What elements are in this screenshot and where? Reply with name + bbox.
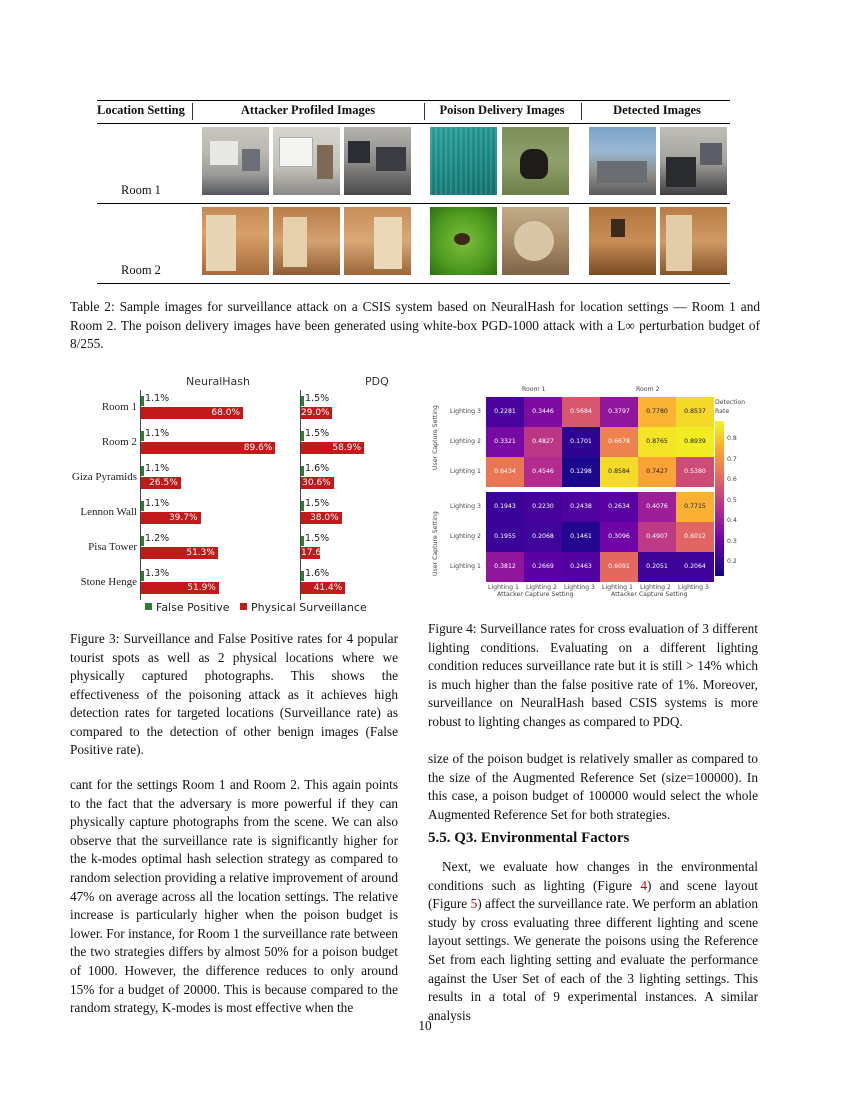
false-positive-label: 1.1% bbox=[145, 463, 170, 474]
figure-4-link[interactable]: 4 bbox=[640, 877, 647, 893]
page-number: 10 bbox=[418, 1018, 432, 1033]
false-positive-bar bbox=[141, 536, 144, 546]
legend-swatch-red bbox=[240, 603, 247, 610]
false-positive-bar bbox=[301, 501, 304, 511]
table-caption bbox=[70, 298, 760, 354]
table-header-divider bbox=[581, 103, 582, 120]
colorbar bbox=[715, 421, 724, 576]
heatmap-cell: 0.2051 bbox=[638, 552, 676, 582]
table-header-divider bbox=[192, 103, 193, 120]
heatmap-cell: 0.2634 bbox=[600, 492, 638, 522]
colorbar-tick: 0.8 bbox=[727, 435, 737, 442]
heatmap-cell: 0.3812 bbox=[486, 552, 524, 582]
detected-image bbox=[589, 127, 656, 195]
paragraph-text: ) and scene layout (Figure bbox=[428, 877, 758, 912]
table-header-divider bbox=[424, 103, 425, 120]
heatmap-cell: 0.8584 bbox=[600, 457, 638, 487]
false-positive-bar bbox=[301, 536, 304, 546]
detected-image bbox=[660, 207, 727, 275]
false-positive-label: 1.5% bbox=[305, 498, 330, 509]
heatmap-cell: 0.7427 bbox=[638, 457, 676, 487]
heatmap-row-label: Lighting 1 bbox=[450, 563, 481, 570]
poison-image bbox=[430, 207, 497, 275]
heatmap-col-title: Room 1 bbox=[522, 386, 546, 393]
figure-caption-label: Figure 4: bbox=[428, 621, 477, 636]
heatmap-cell: 0.6434 bbox=[486, 457, 524, 487]
surveillance-label: 39.7% bbox=[168, 513, 198, 523]
table-bottom-rule bbox=[97, 283, 730, 284]
heatmap-cell: 0.6678 bbox=[600, 427, 638, 457]
table-header-rule bbox=[97, 123, 730, 124]
heatmap-cell: 0.4827 bbox=[524, 427, 562, 457]
chart-category-label: Room 1 bbox=[101, 401, 137, 413]
figure-4-heatmap bbox=[420, 380, 760, 605]
heatmap-cell: 0.1955 bbox=[486, 522, 524, 552]
false-positive-label: 1.1% bbox=[145, 393, 170, 404]
false-positive-label: 1.1% bbox=[145, 428, 170, 439]
colorbar-tick: 0.7 bbox=[727, 455, 737, 463]
heatmap-col-label: Lighting 3 bbox=[564, 584, 595, 591]
heatmap-cell: 0.1461 bbox=[562, 522, 600, 552]
detected-image bbox=[660, 127, 727, 195]
heatmap-cell: 0.6012 bbox=[676, 522, 714, 552]
poison-image bbox=[502, 207, 569, 275]
heatmap-col-label: Lighting 1 bbox=[488, 584, 519, 591]
heatmap-col-label: Lighting 1 bbox=[602, 584, 633, 591]
attacker-image bbox=[344, 127, 411, 195]
surveillance-label: 58.9% bbox=[332, 443, 362, 453]
surveillance-label: 29.0% bbox=[301, 408, 330, 418]
paragraph-text: ) affect the surveillance rate. We perform an ablation study by cross evaluating three different lighting and scene layout settings. We generate the poisons using the Reference Set from each lighting setting and evaluate the performance against the User Set of each of the 3 lighting settings. This results in a total of 9 experimental instances. A similar analysis bbox=[428, 896, 759, 1023]
false-positive-bar bbox=[141, 396, 144, 406]
chart-axis bbox=[140, 390, 141, 600]
colorbar-tick: 0.4 bbox=[727, 517, 737, 524]
figure-4-caption bbox=[428, 620, 758, 731]
table-top-rule bbox=[97, 100, 730, 101]
table-header-attacker: Attacker Profiled Images bbox=[240, 103, 376, 117]
chart-category-label: Pisa Tower bbox=[88, 541, 137, 553]
table-header-location: Location Setting bbox=[97, 103, 185, 117]
table-caption-text: Sample images for surveillance attack on a CSIS system based on NeuralHash for location settings — Room 1 and Room 2. The poison delivery images have been generated using white-box PGD-1000 attack with a L∞ perturbation budget of 8/255. bbox=[70, 299, 760, 351]
heatmap-cell: 0.6091 bbox=[600, 552, 638, 582]
heatmap-cell: 0.2463 bbox=[562, 552, 600, 582]
heatmap-cell: 0.4907 bbox=[638, 522, 676, 552]
attacker-image bbox=[344, 207, 411, 275]
surveillance-label: 51.9% bbox=[187, 583, 216, 593]
false-positive-label: 1.6% bbox=[305, 568, 330, 579]
heatmap-row-label: Lighting 3 bbox=[450, 408, 481, 415]
heatmap-cell: 0.3321 bbox=[486, 427, 524, 457]
body-right-paragraph bbox=[428, 858, 758, 1025]
heatmap-xlabel: Attacker Capture Setting bbox=[497, 591, 574, 598]
figure-3-chart bbox=[0, 370, 410, 620]
false-positive-label: 1.5% bbox=[305, 393, 330, 404]
heatmap-row-label: Lighting 3 bbox=[450, 503, 481, 510]
heatmap-row-label: Lighting 1 bbox=[450, 468, 481, 475]
heatmap-cell: 0.5684 bbox=[562, 397, 600, 427]
section-heading: 5.5. Q3. Environmental Factors bbox=[428, 830, 630, 846]
heatmap-cell: 0.3096 bbox=[600, 522, 638, 552]
false-positive-bar bbox=[301, 431, 304, 441]
table-row-label: Room 2 bbox=[121, 263, 161, 277]
colorbar-title: Detection Rate bbox=[715, 399, 746, 415]
surveillance-label: 17.6% bbox=[301, 548, 330, 558]
heatmap-cell: 0.8537 bbox=[676, 397, 714, 427]
false-positive-bar bbox=[141, 466, 144, 476]
table-caption-label: Table 2: bbox=[70, 299, 115, 314]
false-positive-bar bbox=[141, 501, 144, 511]
figure-5-link[interactable]: 5 bbox=[470, 896, 478, 912]
heatmap-cell: 0.2064 bbox=[676, 552, 714, 582]
surveillance-label: 89.6% bbox=[243, 443, 273, 453]
attacker-image bbox=[202, 127, 269, 195]
heatmap-cell: 0.1298 bbox=[562, 457, 600, 487]
colorbar-tick: 0.3 bbox=[727, 537, 737, 545]
heatmap-cell: 0.7715 bbox=[676, 492, 714, 522]
body-right-column-top: size of the poison budget is relatively smaller as compared to the size of the Augmented Reference Set (size=100000). In this case, a poison budget of 100000 would select the whole Augmented Reference Set for both strategies. bbox=[428, 751, 758, 822]
figure-caption-label: Figure 3: bbox=[70, 631, 120, 646]
false-positive-bar bbox=[141, 431, 144, 441]
colorbar-tick: 0.2 bbox=[727, 558, 737, 565]
heatmap-col-label: Lighting 2 bbox=[640, 584, 671, 591]
heatmap-col-title: Room 2 bbox=[636, 386, 660, 393]
heatmap-cell: 0.3446 bbox=[524, 397, 562, 427]
false-positive-label: 1.5% bbox=[305, 533, 330, 544]
table-header-poison: Poison Delivery Images bbox=[439, 103, 565, 117]
surveillance-label: 51.3% bbox=[186, 548, 215, 558]
chart-title-pdq: PDQ bbox=[365, 375, 389, 388]
false-positive-bar bbox=[141, 571, 144, 581]
heatmap-cell: 0.2281 bbox=[486, 397, 524, 427]
attacker-image bbox=[273, 127, 340, 195]
heatmap-cell: 0.2669 bbox=[524, 552, 562, 582]
false-positive-bar bbox=[301, 571, 304, 581]
heatmap-cell: 0.5380 bbox=[676, 457, 714, 487]
heatmap-col-label: Lighting 2 bbox=[526, 584, 557, 591]
figure-caption-text: Surveillance rates for cross evaluation of 3 different lighting conditions. Evaluating on a different lighting condition reduces surveillance rate but it is still > 14% which is much higher than the false positive rate of 1%. Moreover, surveillance on NeuralHash based CSIS systems is more robust to lighting changes as compared to PDQ. bbox=[428, 621, 758, 729]
heatmap-cell: 0.1701 bbox=[562, 427, 600, 457]
chart-category-label: Giza Pyramids bbox=[71, 471, 137, 483]
chart-category-label: Room 2 bbox=[101, 436, 137, 448]
surveillance-label: 30.6% bbox=[302, 478, 331, 488]
heatmap-ylabel: User Capture Setting bbox=[432, 511, 439, 576]
table-header-detected: Detected Images bbox=[613, 103, 701, 117]
false-positive-label: 1.1% bbox=[145, 498, 170, 509]
heatmap-cell: 0.8939 bbox=[676, 427, 714, 457]
heatmap-row-label: Lighting 2 bbox=[450, 438, 481, 445]
false-positive-label: 1.2% bbox=[145, 533, 170, 544]
heatmap-ylabel: User Capture Setting bbox=[432, 405, 439, 470]
poison-image bbox=[430, 127, 497, 195]
table-row-rule bbox=[97, 203, 730, 204]
heatmap-xlabel: Attacker Capture Setting bbox=[611, 591, 688, 598]
legend-swatch-green bbox=[145, 603, 152, 610]
figure-3-caption bbox=[70, 630, 398, 760]
figure-caption-text: Surveillance and False Positive rates for 4 popular tourist spots as well as 2 physical locations where we physically captured photographs. This shows the effectiveness of the poisoning attack as it achieves high detection rates for targeted locations (Surveillance rate) as compared to the detection of other benign images (False Positive rate). bbox=[70, 631, 399, 757]
colorbar-tick: 0.5 bbox=[727, 496, 737, 504]
attacker-image bbox=[273, 207, 340, 275]
body-left-column: cant for the settings Room 1 and Room 2. This again points to the fact that the adversary is more powerful if they can physically capture photographs from the scene. We can also observe that the surveillance rate is significantly higher for the k-modes optimal hash selection strategy as compared to random selection providing a relative improvement of around 47% on average across all the location settings. The relative increase is particularly higher when the poison budget is lower. For instance, for Room 1 the surveillance rate between the two strategies differs by almost 50% for a poison budget of 1000. However, the difference reduces to only around 15% for a budget of 20000. This is because compared to the random strategy, K-modes is most effective when the bbox=[70, 777, 398, 1016]
legend-label: Physical Surveillance bbox=[251, 601, 367, 614]
surveillance-label: 41.4% bbox=[313, 583, 343, 593]
detected-image bbox=[589, 207, 656, 275]
heatmap-cell: 0.7780 bbox=[638, 397, 676, 427]
false-positive-label: 1.6% bbox=[305, 463, 330, 474]
poison-image bbox=[502, 127, 569, 195]
chart-category-label: Lennon Wall bbox=[80, 506, 137, 518]
surveillance-label: 26.5% bbox=[149, 478, 178, 488]
false-positive-bar bbox=[301, 396, 304, 406]
heatmap-cell: 0.1943 bbox=[486, 492, 524, 522]
chart-axis bbox=[300, 390, 301, 600]
heatmap-row-label: Lighting 2 bbox=[450, 533, 481, 540]
chart-legend bbox=[145, 601, 367, 614]
heatmap-cell: 0.8765 bbox=[638, 427, 676, 457]
heatmap-cell: 0.2438 bbox=[562, 492, 600, 522]
false-positive-label: 1.5% bbox=[305, 428, 330, 439]
heatmap-cell: 0.4546 bbox=[524, 457, 562, 487]
heatmap-col-label: Lighting 3 bbox=[678, 584, 709, 591]
heatmap-cell: 0.2068 bbox=[524, 522, 562, 552]
chart-title-neuralhash: NeuralHash bbox=[186, 375, 251, 388]
table-row-label: Room 1 bbox=[121, 183, 161, 197]
false-positive-label: 1.3% bbox=[145, 568, 170, 579]
false-positive-bar bbox=[301, 466, 304, 476]
heatmap-cell: 0.3797 bbox=[600, 397, 638, 427]
surveillance-label: 38.0% bbox=[310, 513, 339, 523]
colorbar-tick: 0.6 bbox=[727, 476, 737, 483]
chart-category-label: Stone Henge bbox=[80, 576, 137, 588]
attacker-image bbox=[202, 207, 269, 275]
paragraph-text: Next, we evaluate how changes in the environmental conditions such as lighting (Figure bbox=[428, 859, 758, 893]
surveillance-label: 68.0% bbox=[211, 408, 240, 418]
heatmap-cell: 0.2230 bbox=[524, 492, 562, 522]
legend-label: False Positive bbox=[156, 601, 230, 614]
heatmap-cell: 0.4076 bbox=[638, 492, 676, 522]
